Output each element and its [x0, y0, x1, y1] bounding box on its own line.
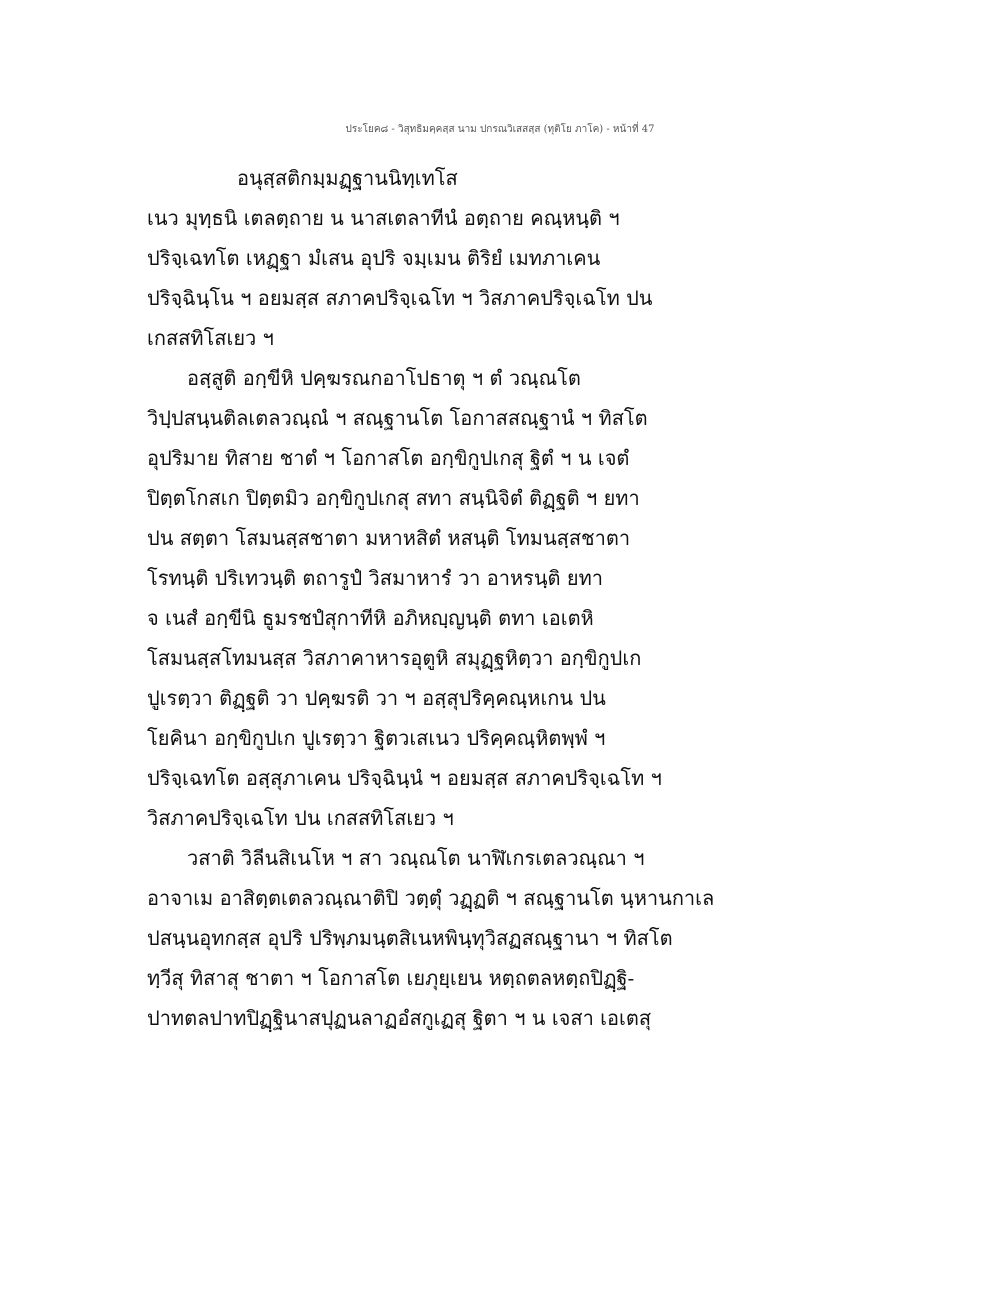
text-line-19: ปสนฺนอุทกสฺส อุปริ ปริพฺภมนฺตสิเนหพินฺทุวิสฏสณฺฐานา ฯ ทิสโต — [147, 926, 673, 950]
text-line-13: ปูเรตฺวา ติฏฺฐติ วา ปคฺฆรติ วา ฯ อสฺสุปริคฺคณฺหเกน ปน — [147, 686, 606, 710]
text-line-4: เกสสทิโสเยว ฯ — [147, 326, 274, 350]
text-line-17: วสาติ วิลีนสิเนโห ฯ สา วณฺณโต นาฬิเกรเตลวณฺณา ฯ — [187, 846, 645, 870]
text-line-20: ทฺวีสุ ทิสาสุ ชาตา ฯ โอกาสโต เยภุยฺเยน หตฺถตลหตฺถปิฏฺฐิ- — [147, 966, 635, 990]
section-heading: อนุสฺสติกมฺมฏฺฐานนิทฺเทโส — [237, 166, 458, 190]
text-line-11: จ เนสํ อกฺขีนิ ธูมรชปํสุกาทีหิ อภิหญฺญนฺติ ตทา เอเตหิ — [147, 606, 594, 630]
text-line-21: ปาทตลปาทปิฏฺฐินาสปุฏนลาฏอํสกูเฏสุ ฐิตา ฯ น เจสา เอเตสุ — [147, 1006, 652, 1030]
text-line-8: ปิตฺตโกสเก ปิตฺตมิว อกฺขิกูปเกสุ สทา สนฺนิจิตํ ติฏฺฐติ ฯ ยทา — [147, 486, 640, 510]
text-line-1: เนว มุทฺธนิ เตลตฺถาย น นาสเตลาทีนํ อตฺถาย คณฺหนฺติ ฯ — [147, 206, 620, 230]
text-line-16: วิสภาคปริจฺเฉโท ปน เกสสทิโสเยว ฯ — [147, 806, 454, 830]
text-line-18: อาจาเม อาสิตฺตเตลวณฺณาติปิ วตฺตุํ วฏฺฏติ ฯ สณฺฐานโต นฺหานกาเล — [147, 886, 715, 910]
text-line-7: อุปริมาย ทิสาย ชาตํ ฯ โอกาสโต อกฺขิกูปเกสุ ฐิตํ ฯ น เจตํ — [147, 446, 630, 470]
text-line-9: ปน สตฺตา โสมนสฺสชาตา มหาหสิตํ หสนฺติ โทมนสฺสชาตา — [147, 526, 631, 550]
text-line-12: โสมนสฺสโทมนสฺส วิสภาคาหารอุตูหิ สมุฏฺฐหิตฺวา อกฺขิกูปเก — [147, 646, 642, 670]
text-line-6: วิปฺปสนฺนติลเตลวณฺณํ ฯ สณฺฐานโต โอกาสสณฺฐานํ ฯ ทิสโต — [147, 406, 648, 430]
text-line-10: โรทนฺติ ปริเทวนฺติ ตถารูปํ วิสมาหารํ วา อาหรนฺติ ยทา — [147, 566, 604, 590]
text-line-15: ปริจฺเฉทโต อสฺสุภาเคน ปริจฺฉินฺนํ ฯ อยมสฺส สภาคปริจฺเฉโท ฯ — [147, 766, 662, 790]
text-line-3: ปริจฺฉินฺโน ฯ อยมสฺส สภาคปริจฺเฉโท ฯ วิสภาคปริจฺเฉโท ปน — [147, 286, 653, 310]
page-header: ประโยค๘ - วิสุทธิมคฺคสฺส นาม ปกรณวิเสสสฺส (ทุติโย ภาโค) - หน้าที่ 47 — [345, 124, 655, 135]
text-line-2: ปริจฺเฉทโต เหฏฺฐา มํเสน อุปริ จมฺเมน ติริยํ เมทภาเคน — [147, 246, 601, 270]
page-body — [147, 158, 867, 1038]
text-line-14: โยคินา อกฺขิกูปเก ปูเรตฺวา ฐิตวเสเนว ปริคฺคณฺหิตพฺพํ ฯ — [147, 726, 606, 750]
text-line-5: อสฺสูติ อกฺขีหิ ปคฺฆรณกอาโปธาตุ ฯ ตํ วณฺณโต — [187, 366, 581, 390]
